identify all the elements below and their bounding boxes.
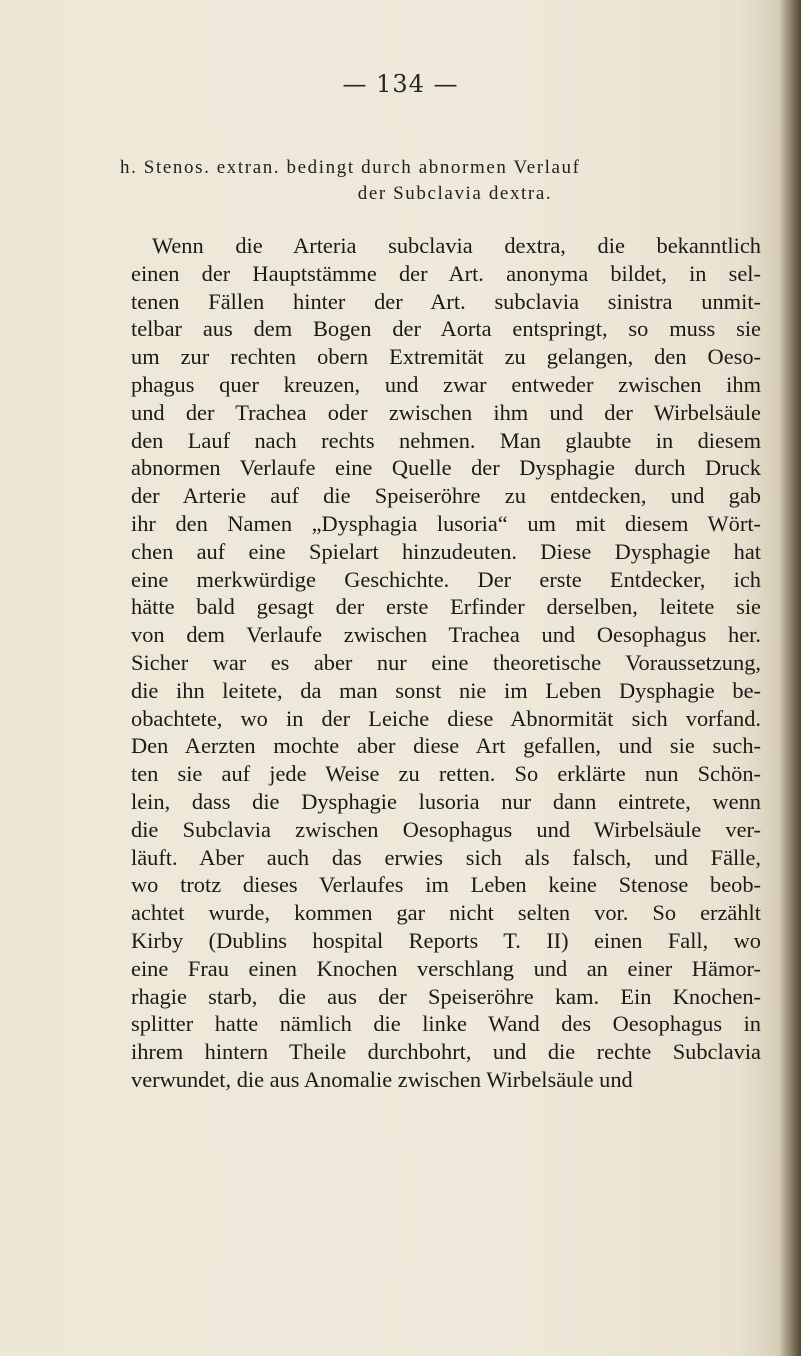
text-line: achtet wurde, kommen gar nicht selten vor. So erzählt [131,900,761,926]
body-paragraph [131,232,761,1094]
section-heading-line-1: h. Stenos. extran. bedingt durch abnormen Verlauf [120,157,581,178]
text-line: chen auf eine Spielart hinzudeuten. Diese Dysphagie hat [131,538,761,564]
text-line: läuft. Aber auch das erwies sich als falsch, und Fälle, [131,844,761,870]
text-line: die ihn leitete, da man sonst nie im Leben Dysphagie be- [131,677,761,703]
text-line: um zur rechten obern Extremität zu gelangen, den Oeso- [131,344,761,370]
text-line: verwundet, die aus Anomalie zwischen Wirbelsäule und [131,1066,633,1092]
text-line: rhagie starb, die aus der Speiseröhre kam. Ein Knochen- [131,983,761,1009]
text-line: eine Frau einen Knochen verschlang und an einer Hämor- [131,955,761,981]
text-line: der Arterie auf die Speiseröhre zu entdecken, und gab [131,483,761,509]
text-line: phagus quer kreuzen, und zwar entweder zwischen ihm [131,371,761,397]
text-line: ten sie auf jede Weise zu retten. So erklärte nun Schön- [131,761,761,787]
text-line: und der Trachea oder zwischen ihm und der Wirbelsäule [131,399,761,425]
page-edge-shadow [779,0,801,1356]
text-line: Kirby (Dublins hospital Reports T. II) einen Fall, wo [131,927,761,953]
text-line: Wenn die Arteria subclavia dextra, die bekanntlich [152,233,761,258]
text-line: Den Aerzten mochte aber diese Art gefallen, und sie such- [131,733,761,759]
text-line: telbar aus dem Bogen der Aorta entspringt, so muss sie [131,316,761,342]
text-line: splitter hatte nämlich die linke Wand des Oesophagus in [131,1011,761,1037]
text-line: einen der Hauptstämme der Art. anonyma bildet, in sel- [131,260,761,286]
text-line: abnormen Verlaufe eine Quelle der Dysphagie durch Druck [131,455,761,481]
text-line: von dem Verlaufe zwischen Trachea und Oesophagus her. [131,622,761,648]
page-number: — 134 — [342,70,459,98]
text-line: ihr den Namen „Dysphagia lusoria“ um mit diesem Wört- [131,510,761,536]
text-line: die Subclavia zwischen Oesophagus und Wirbelsäule ver- [131,816,761,842]
text-line: Sicher war es aber nur eine theoretische Voraussetzung, [131,649,761,675]
section-heading-line-2: der Subclavia dextra. [357,183,553,204]
text-line: hätte bald gesagt der erste Erfinder derselben, leitete sie [131,594,761,620]
text-line: den Lauf nach rechts nehmen. Man glaubte in diesem [131,427,761,453]
text-line: obachtete, wo in der Leiche diese Abnormität sich vorfand. [131,705,761,731]
text-line: eine merkwürdige Geschichte. Der erste Entdecker, ich [131,566,761,592]
text-line: ihrem hintern Theile durchbohrt, und die rechte Subclavia [131,1039,761,1065]
text-line: wo trotz dieses Verlaufes im Leben keine Stenose beob- [131,872,761,898]
text-line: lein, dass die Dysphagie lusoria nur dann eintrete, wenn [131,788,761,814]
text-line: tenen Fällen hinter der Art. subclavia sinistra unmit- [131,288,761,314]
